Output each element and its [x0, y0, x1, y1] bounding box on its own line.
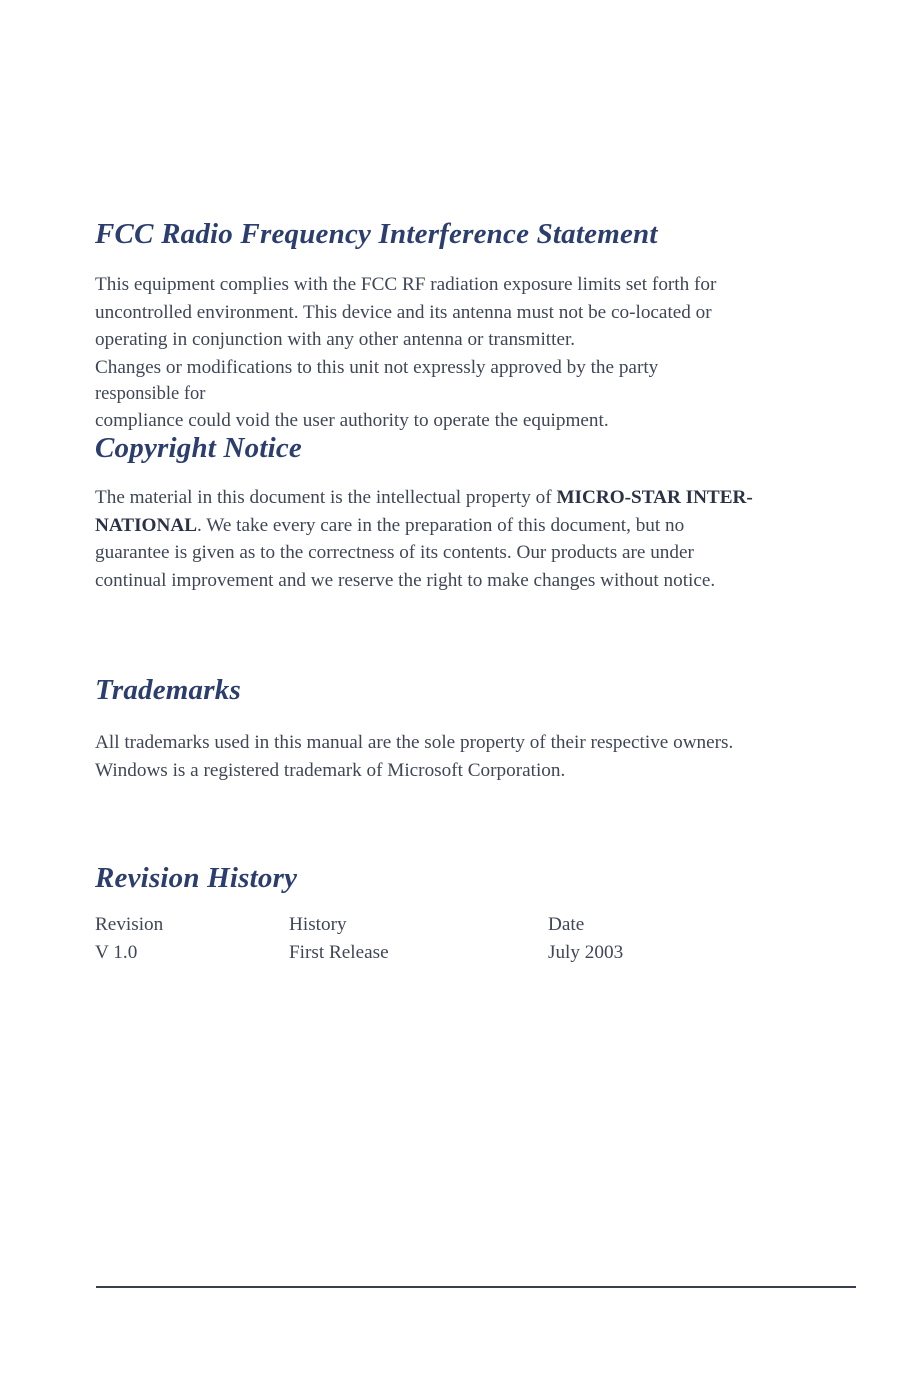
revision-cell: V 1.0 — [95, 942, 138, 963]
fcc-line: This equipment complies with the FCC RF radiation exposure limits set forth for — [95, 274, 717, 295]
trademarks-heading: Trademarks — [95, 674, 241, 706]
fcc-line: Changes or modifications to this unit not expressly approved by the party — [95, 356, 659, 378]
date-cell: July 2003 — [548, 942, 624, 963]
copyright-heading: Copyright Notice — [95, 432, 302, 464]
copyright-line1-text: The material in this document is the intellectual property of — [95, 487, 557, 508]
copyright-line — [95, 512, 753, 540]
fcc-line: responsible for — [95, 384, 206, 404]
revision-column-header: Revision — [95, 914, 164, 935]
fcc-line: uncontrolled environment. This device and its antenna must not be co-located or — [95, 301, 712, 323]
fcc-line: compliance could void the user authority to operate the equipment. — [95, 410, 609, 431]
revision-table — [95, 914, 795, 970]
copyright-paragraph — [95, 484, 753, 594]
company-name-part2: NATIONAL — [95, 514, 197, 536]
copyright-line — [95, 484, 753, 512]
copyright-line: guarantee is given as to the correctness of its contents. Our products are under — [95, 542, 694, 563]
table-row — [95, 942, 795, 970]
company-name-part1: MICRO-STAR INTER- — [556, 487, 753, 508]
trademarks-line: Windows is a registered trademark of Microsoft Corporation. — [95, 759, 566, 781]
fcc-heading: FCC Radio Frequency Interference Statement — [95, 218, 658, 250]
footer-divider — [96, 1286, 856, 1288]
fcc-line: operating in conjunction with any other antenna or transmitter. — [95, 329, 576, 350]
history-cell: First Release — [289, 942, 389, 963]
trademarks-line: All trademarks used in this manual are the sole property of their respective owners. — [95, 732, 734, 753]
history-column-header: History — [289, 914, 347, 935]
date-column-header: Date — [548, 914, 585, 935]
copyright-line2-text: . We take every care in the preparation of this document, but no — [197, 514, 685, 536]
revision-header-row — [95, 914, 795, 942]
fcc-paragraph — [95, 271, 716, 435]
trademarks-paragraph — [95, 729, 733, 784]
revision-heading: Revision History — [95, 862, 298, 894]
copyright-line: continual improvement and we reserve the right to make changes without notice. — [95, 569, 716, 591]
